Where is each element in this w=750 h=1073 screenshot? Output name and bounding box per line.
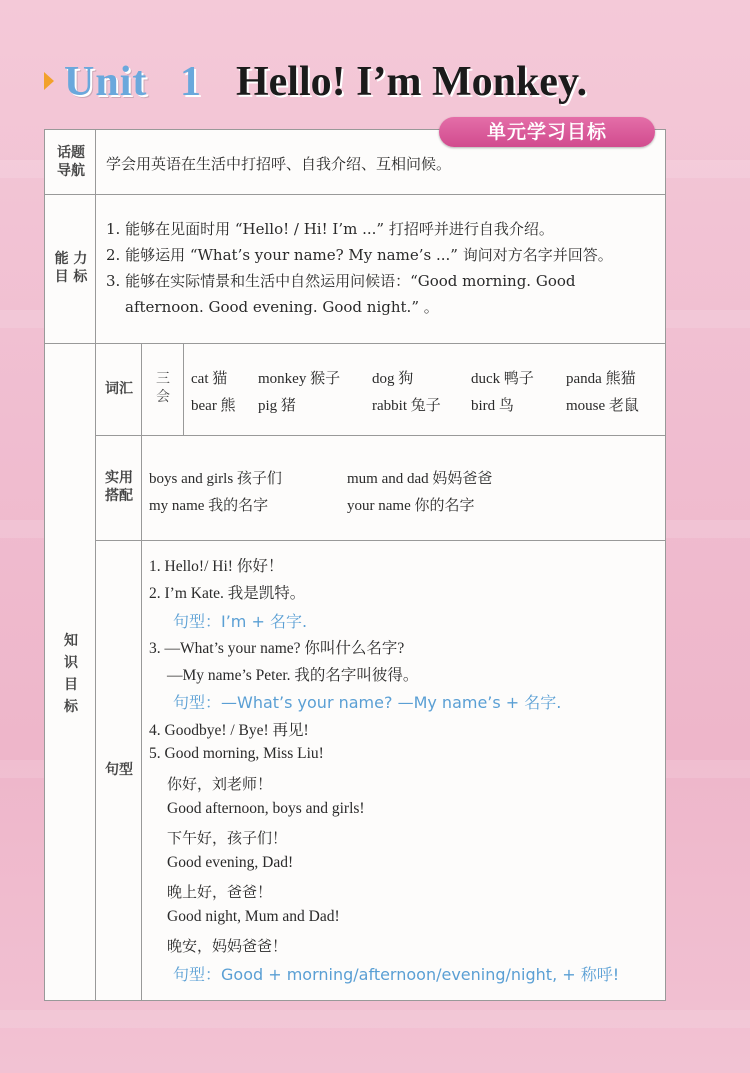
- unit-label: Unit: [64, 59, 148, 105]
- badge-label: 单元学习目标: [486, 121, 607, 143]
- sentence-line: 5. Good morning, Miss Liu!: [149, 745, 324, 762]
- sentence-line: Good afternoon, boys and girls!: [167, 800, 365, 817]
- vocab-word: dog 狗: [372, 371, 414, 387]
- sentences-label: 句型: [105, 762, 133, 778]
- section-badge: [439, 117, 655, 147]
- unit-header: [38, 58, 718, 108]
- vocab-word: pig 猪: [258, 398, 296, 414]
- sentence-line: —My name’s Peter. 我的名字叫彼得。: [167, 667, 419, 684]
- ability-item-1: 1. 能够在见面时用 “Hello! / Hi! I’m ...” 打招呼并进行自我介绍。: [106, 220, 554, 238]
- topic-label: 话题 导航: [57, 145, 85, 179]
- sentence-line: Good night, Mum and Dad!: [167, 908, 340, 925]
- vocab-word: monkey 猴子: [258, 371, 341, 387]
- sentence-line: 你好，刘老师！: [167, 775, 273, 793]
- sentence-line: 下午好，孩子们！: [167, 829, 288, 847]
- vocab-word: bear 熊: [191, 398, 236, 414]
- ability-item-2: 2. 能够运用 “What’s your name? My name’s ...” 询问对方名字并回答。: [106, 246, 613, 264]
- unit-number: 1: [180, 59, 201, 105]
- vocab-word: cat 猫: [191, 371, 228, 387]
- sentence-line: 3. —What’s your name? 你叫什么名字?: [149, 640, 405, 657]
- objectives-table: [44, 129, 666, 1001]
- vocab-word: duck 鸭子: [471, 371, 534, 387]
- phrase-item: my name 我的名字: [149, 498, 269, 514]
- phrases-label: 实用 搭配: [105, 470, 133, 504]
- topic-content: 学会用英语在生活中打招呼、自我介绍、互相问候。: [106, 155, 452, 173]
- phrase-item: your name 你的名字: [347, 498, 475, 514]
- ability-label: 能 力 目 标: [54, 251, 88, 285]
- sentence-line: 2. I’m Kate. 我是凯特。: [149, 585, 306, 602]
- sentence-line: 晚上好，爸爸！: [167, 883, 273, 901]
- vocab-level-label: 三 会: [156, 371, 170, 405]
- sentence-line: 4. Goodbye! / Bye! 再见!: [149, 722, 309, 739]
- ability-item-3-cont: afternoon. Good evening. Good night.” 。: [125, 298, 439, 316]
- phrase-item: boys and girls 孩子们: [149, 471, 282, 487]
- phrase-item: mum and dad 妈妈爸爸: [347, 471, 493, 487]
- vocab-word: mouse 老鼠: [566, 398, 639, 414]
- sentence-line: Good evening, Dad!: [167, 854, 294, 871]
- vocab-label: 词汇: [105, 381, 133, 397]
- vocab-word: rabbit 兔子: [372, 398, 441, 414]
- sentence-pattern: 句型：—What’s your name? —My name’s + 名字.: [173, 693, 562, 712]
- sentence-line: 1. Hello!/ Hi! 你好！: [149, 558, 284, 575]
- vocab-word: panda 熊猫: [566, 371, 636, 387]
- sentence-pattern: 句型：Good + morning/afternoon/evening/night, + 称呼!: [173, 965, 620, 984]
- sentence-pattern: 句型：I’m + 名字.: [173, 612, 308, 631]
- knowledge-label: 知 识 目 标: [64, 633, 78, 715]
- unit-title: Hello! I’m Monkey.: [236, 59, 588, 105]
- sentence-line: 晚安，妈妈爸爸！: [167, 937, 288, 955]
- ability-item-3: 3. 能够在实际情景和生活中自然运用问候语：“Good morning. Good: [106, 272, 576, 290]
- vocab-word: bird 鸟: [471, 398, 514, 414]
- arrow-icon: [44, 72, 54, 90]
